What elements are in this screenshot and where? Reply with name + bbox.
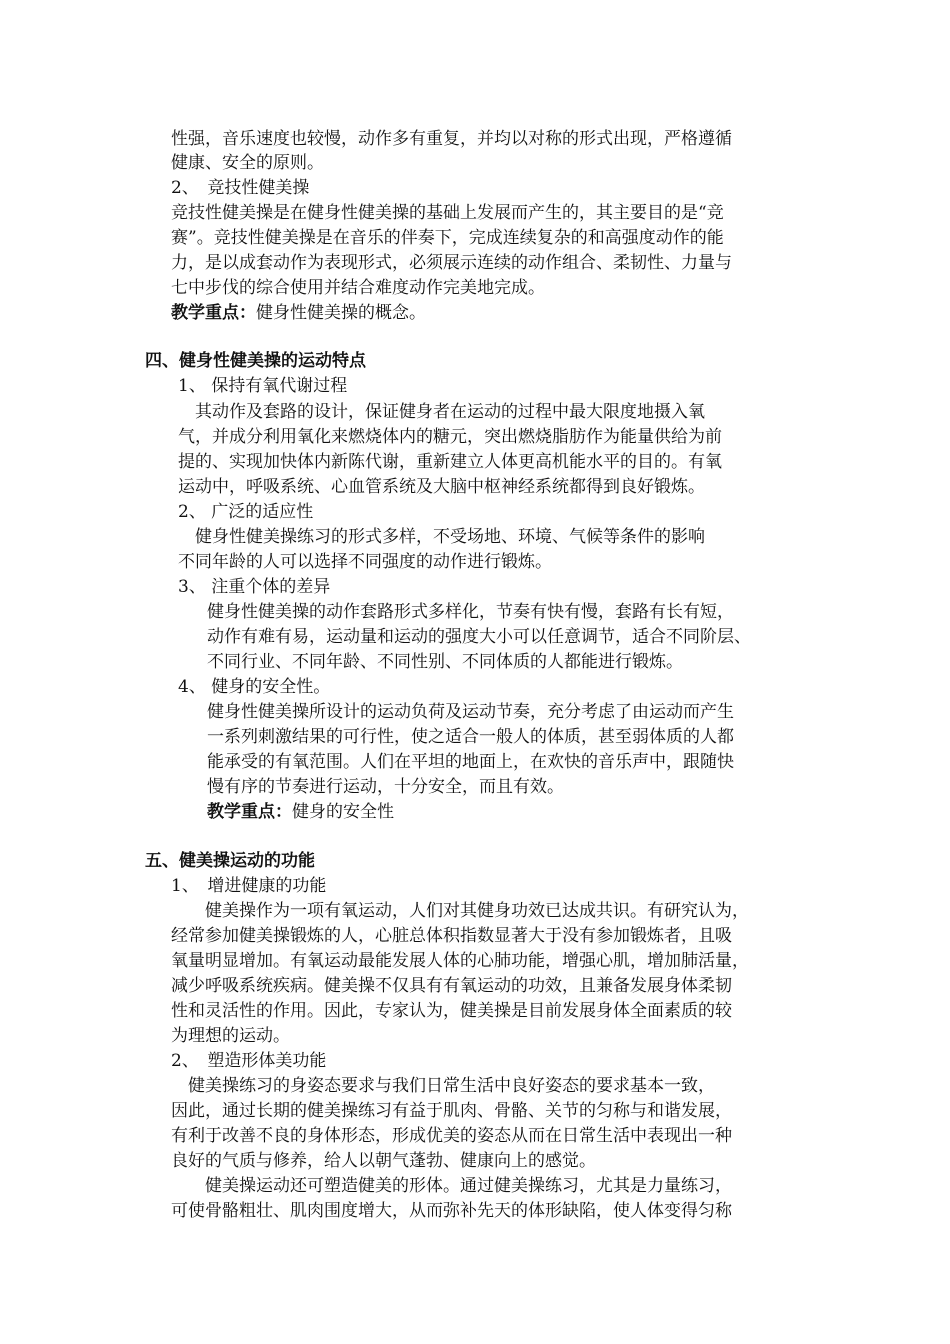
section-heading: 四、健身性健美操的运动特点	[145, 351, 366, 371]
teaching-focus	[171, 301, 426, 325]
paragraph-line: 不同年龄的人可以选择不同强度的动作进行锻炼。	[178, 552, 552, 572]
paragraph-line: 有利于改善不良的身体形态，形成优美的姿态从而在日常生活中表现出一种	[171, 1126, 732, 1146]
list-item-title: 2、 竞技性健美操	[171, 178, 310, 198]
paragraph-line: 七中步伐的综合使用并结合难度动作完美地完成。	[171, 278, 545, 298]
paragraph-line: 减少呼吸系统疾病。健美操不仅具有有氧运动的功效，且兼备发展身体柔韧	[171, 976, 732, 996]
paragraph-line: 健美操练习的身姿态要求与我们日常生活中良好姿态的要求基本一致，	[171, 1076, 715, 1096]
list-item-title: 3、 注重个体的差异	[178, 577, 331, 597]
paragraph-line: 健身性健美操所设计的运动负荷及运动节奏，充分考虑了由运动而产生	[207, 702, 734, 722]
paragraph-line: 不同行业、不同年龄、不同性别、不同体质的人都能进行锻炼。	[207, 652, 683, 672]
paragraph-line: 健美操作为一项有氧运动，人们对其健身功效已达成共识。有研究认为，	[171, 901, 749, 921]
teaching-focus-text: 健身性健美操的概念。	[256, 303, 426, 323]
paragraph-line: 力，是以成套动作为表现形式，必须展示连续的动作组合、柔韧性、力量与	[171, 253, 732, 273]
paragraph-line: 提的、实现加快体内新陈代谢，重新建立人体更高机能水平的目的。有氧	[178, 452, 722, 472]
paragraph-line: 运动中，呼吸系统、心血管系统及大脑中枢神经系统都得到良好锻炼。	[178, 477, 705, 497]
paragraph-line: 能承受的有氧范围。人们在平坦的地面上，在欢快的音乐声中，跟随快	[207, 752, 734, 772]
list-item-title: 2、 塑造形体美功能	[171, 1051, 327, 1071]
teaching-focus-label: 教学重点：	[171, 303, 256, 323]
paragraph-line: 经常参加健美操锻炼的人，心脏总体积指数显著大于没有参加锻炼者，且吸	[171, 926, 732, 946]
paragraph-line: 气，并成分利用氧化来燃烧体内的糖元，突出燃烧脂肪作为能量供给为前	[178, 427, 722, 447]
paragraph-line: 慢有序的节奏进行运动，十分安全，而且有效。	[207, 777, 564, 797]
teaching-focus	[207, 800, 394, 824]
paragraph-line: 性和灵活性的作用。因此，专家认为，健美操是目前发展身体全面素质的较	[171, 1001, 732, 1021]
paragraph-line: 一系列刺激结果的可行性，使之适合一般人的体质，甚至弱体质的人都	[207, 727, 734, 747]
paragraph-line: 健康、安全的原则。	[171, 153, 324, 173]
paragraph-line: 为理想的运动。	[171, 1026, 290, 1046]
list-item-title: 1、 增进健康的功能	[171, 876, 327, 896]
paragraph-line: 氧量明显增加。有氧运动最能发展人体的心肺功能，增强心肌，增加肺活量，	[171, 951, 749, 971]
section-heading: 五、健美操运动的功能	[145, 851, 315, 871]
paragraph-line: 健身性健美操的动作套路形式多样化，节奏有快有慢，套路有长有短，	[207, 602, 734, 622]
paragraph-line: 健美操运动还可塑造健美的形体。通过健美操练习，尤其是力量练习，	[171, 1176, 732, 1196]
paragraph-line: 竞技性健美操是在健身性健美操的基础上发展而产生的，其主要目的是“竞	[171, 203, 724, 223]
paragraph-line: 动作有难有易，运动量和运动的强度大小可以任意调节，适合不同阶层、	[207, 627, 751, 647]
list-item-title: 4、 健身的安全性。	[178, 677, 331, 697]
paragraph-line: 赛”。竞技性健美操是在音乐的伴奏下，完成连续复杂的和高强度动作的能	[171, 228, 724, 248]
teaching-focus-label: 教学重点：	[207, 802, 292, 822]
paragraph-line: 性强，音乐速度也较慢，动作多有重复，并均以对称的形式出现，严格遵循	[171, 129, 732, 149]
paragraph-line: 良好的气质与修养，给人以朝气蓬勃、健康向上的感觉。	[171, 1151, 596, 1171]
list-item-title: 2、 广泛的适应性	[178, 502, 314, 522]
paragraph-line: 健身性健美操练习的形式多样，不受场地、环境、气候等条件的影响	[178, 527, 705, 547]
paragraph-line: 因此，通过长期的健美操练习有益于肌肉、骨骼、关节的匀称与和谐发展，	[171, 1101, 732, 1121]
teaching-focus-text: 健身的安全性	[292, 802, 394, 822]
paragraph-line: 可使骨骼粗壮、肌肉围度增大，从而弥补先天的体形缺陷，使人体变得匀称	[171, 1201, 732, 1221]
list-item-title: 1、 保持有氧代谢过程	[178, 376, 348, 396]
paragraph-line: 其动作及套路的设计，保证健身者在运动的过程中最大限度地摄入氧	[178, 402, 705, 422]
